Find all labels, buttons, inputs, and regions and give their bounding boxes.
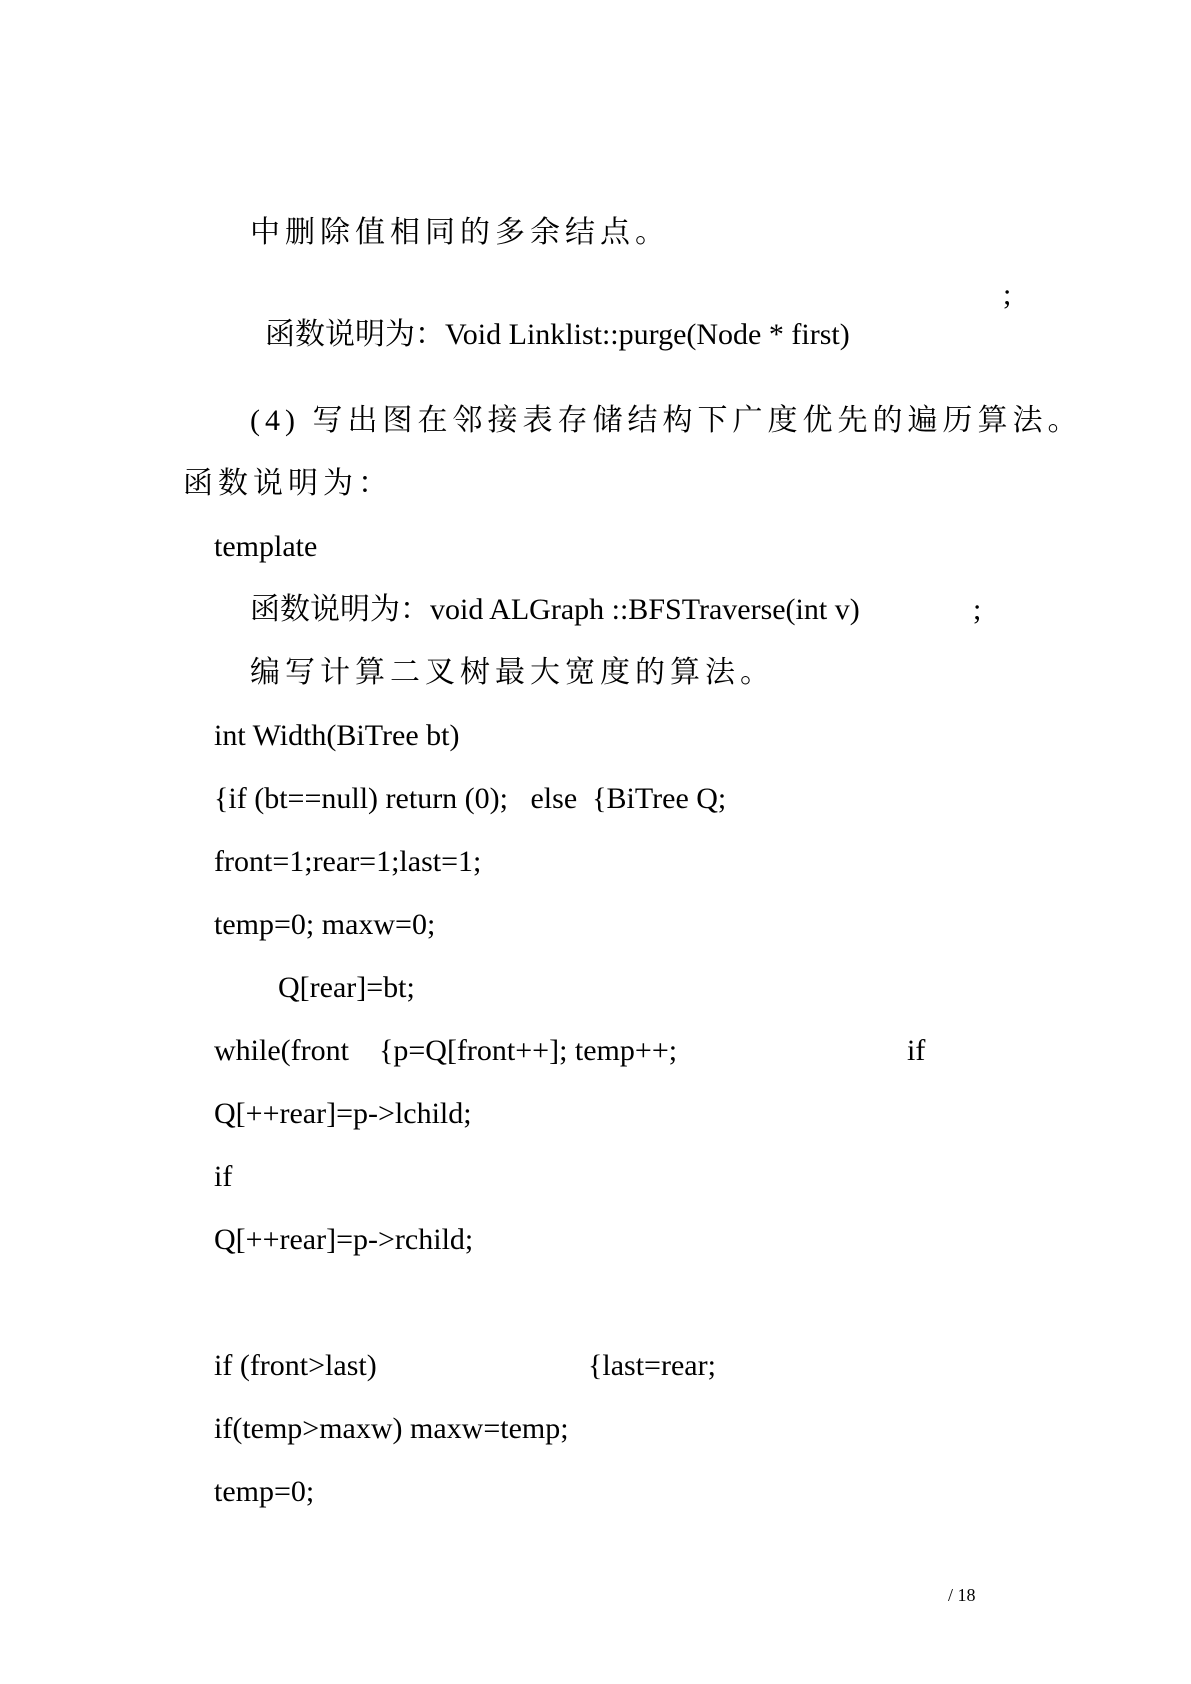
code-line: while(front {p=Q[front++]; temp++; bbox=[214, 1034, 678, 1067]
text-line-purge-signature bbox=[250, 275, 850, 355]
code-line: temp=0; bbox=[214, 1475, 315, 1508]
code-template: template bbox=[214, 530, 318, 563]
bfs-semicolon: ; bbox=[973, 593, 982, 626]
function-description-label: 函数说明为： bbox=[183, 467, 393, 500]
code-line: Q[rear]=bt; bbox=[278, 971, 415, 1004]
page-number: / 18 bbox=[948, 1585, 976, 1605]
purge-semicolon: ; bbox=[1003, 278, 1012, 311]
question-4-heading: (4) 写出图在邻接表存储结构下广度优先的遍历算法。 bbox=[250, 404, 1083, 437]
code-line: if(temp>maxw) maxw=temp; bbox=[214, 1412, 569, 1445]
code-line: Q[++rear]=p->lchild; bbox=[214, 1097, 472, 1130]
tree-width-task: 编写计算二叉树最大宽度的算法。 bbox=[250, 656, 775, 689]
text-line-node-removal: 中删除值相同的多余结点。 bbox=[250, 216, 670, 249]
code-line: if (front>last) bbox=[214, 1349, 377, 1382]
code-line: if bbox=[214, 1160, 233, 1193]
code-if-keyword: if bbox=[907, 1034, 926, 1067]
code-line-continuation: {last=rear; bbox=[588, 1349, 716, 1382]
code-line: temp=0; maxw=0; bbox=[214, 908, 436, 941]
purge-function-signature: 函数说明为：Void Linklist::purge(Node * first) bbox=[265, 318, 850, 351]
text-line-bfs-signature: 函数说明为：void ALGraph ::BFSTraverse(int v) bbox=[250, 593, 860, 626]
code-line: front=1;rear=1;last=1; bbox=[214, 845, 482, 878]
code-line: {if (bt==null) return (0); else {BiTree Q; bbox=[214, 782, 727, 815]
code-line: int Width(BiTree bt) bbox=[214, 719, 460, 752]
code-line: Q[++rear]=p->rchild; bbox=[214, 1223, 474, 1256]
